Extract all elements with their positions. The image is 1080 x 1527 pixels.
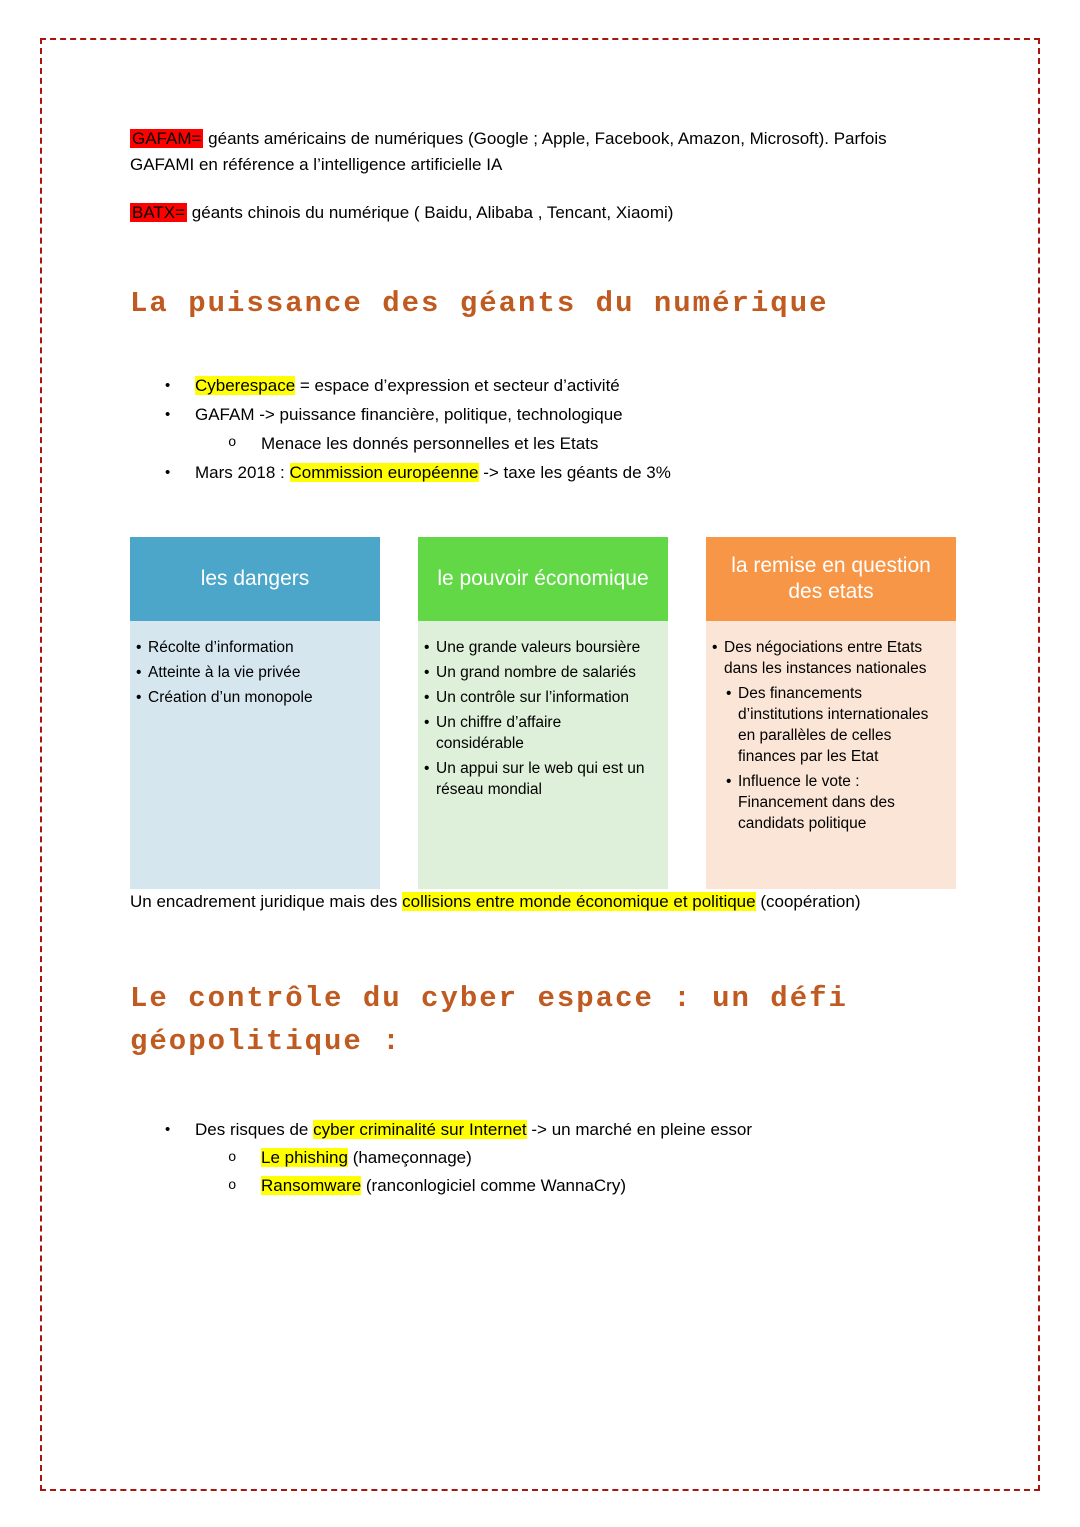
sub-bullet-marker: o — [228, 435, 237, 451]
list-item-rest: -> un marché en pleine essor — [526, 1120, 753, 1139]
column-body — [130, 621, 380, 889]
bullet-marker: • — [424, 689, 430, 706]
list-subitem-text: Menace les donnés personnelles et les Etats — [261, 434, 599, 453]
bullet-marker: • — [726, 685, 732, 702]
bullet-marker: • — [136, 639, 142, 656]
batx-red-highlight: BATX= — [132, 203, 186, 222]
column-item — [136, 687, 364, 708]
column-header: la remise en question des etats — [706, 537, 956, 621]
column-dangers — [130, 537, 380, 889]
bullet-marker: • — [136, 664, 142, 681]
paragraph-pre: Un encadrement juridique mais des — [130, 892, 403, 911]
batx-definition-text: géants chinois du numérique ( Baidu, Alibaba , Tencant, Xiaomi) — [187, 203, 674, 222]
list-subitem-text — [261, 1144, 958, 1172]
bullet-marker: • — [712, 639, 718, 656]
list-subitem-rest: (hameçonnage) — [347, 1148, 472, 1167]
intro-paragraph-gafam — [130, 126, 940, 178]
legal-framework-paragraph — [130, 889, 940, 915]
list-item-text — [195, 371, 958, 400]
column-item-text: Des négociations entre Etats dans les instances nationales — [724, 639, 927, 677]
column-item — [136, 637, 364, 658]
bullet-marker: • — [424, 714, 430, 731]
yellow-highlight-commission: Commission européenne — [289, 463, 479, 482]
list-item-text — [195, 1115, 958, 1144]
column-subitem — [726, 683, 940, 767]
column-item — [424, 637, 652, 658]
column-item-text: Un contrôle sur l’information — [436, 689, 629, 706]
column-item — [424, 662, 652, 683]
yellow-highlight-phishing: Le phishing — [261, 1148, 348, 1167]
column-remise-en-question — [706, 537, 956, 889]
list-item-text — [195, 458, 958, 487]
bullet-marker: • — [424, 664, 430, 681]
yellow-highlight-collisions: collisions entre monde économique et politique — [402, 892, 756, 911]
sub-bullet-marker: o — [228, 1150, 237, 1166]
intro-paragraph-batx — [130, 200, 940, 226]
column-item-text: Une grande valeurs boursière — [436, 639, 641, 656]
bullet-marker: • — [726, 773, 732, 790]
column-header: le pouvoir économique — [418, 537, 668, 621]
list-item-pre: Mars 2018 : — [195, 463, 290, 482]
bullet-marker: • — [424, 760, 430, 777]
column-item-text: Influence le vote : Financement dans des candidats politique — [738, 773, 895, 832]
bullet-marker: • — [424, 639, 430, 656]
list-item — [130, 1115, 958, 1144]
column-header: les dangers — [130, 537, 380, 621]
column-item — [136, 662, 364, 683]
column-item-text: Création d’un monopole — [148, 689, 313, 706]
column-item-text: Un grand nombre de salariés — [436, 664, 636, 681]
column-item — [424, 687, 652, 708]
gafam-red-highlight: GAFAM= — [132, 129, 202, 148]
list-subitem — [130, 1172, 958, 1200]
list-subitem — [130, 429, 958, 458]
section-title-controle-cyberespace: Le contrôle du cyber espace : un défi géopolitique : — [130, 982, 848, 1058]
column-item-text: Des financements d’institutions internationales en parallèles de celles finances par les Etat — [738, 685, 929, 765]
column-item — [712, 637, 940, 679]
column-item-text: Un appui sur le web qui est un réseau mondial — [436, 760, 645, 798]
list-item — [130, 458, 958, 487]
list-subitem-rest: (ranconlogiciel comme WannaCry) — [361, 1176, 627, 1195]
section1-bullet-list — [130, 371, 958, 487]
column-item — [424, 758, 652, 800]
list-subitem-text — [261, 1172, 958, 1200]
column-body — [706, 621, 956, 889]
column-item-text: Récolte d’information — [148, 639, 294, 656]
column-item-text: Un chiffre d’affaire considérable — [436, 714, 562, 752]
smartart-columns — [130, 537, 958, 889]
bullet-marker: • — [136, 689, 142, 706]
column-body — [418, 621, 668, 889]
list-item — [130, 400, 958, 429]
paragraph-post: (coopération) — [755, 892, 861, 911]
list-item-rest: -> taxe les géants de 3% — [478, 463, 671, 482]
bullet-marker: • — [165, 464, 171, 481]
list-item-pre: Des risques de — [195, 1120, 314, 1139]
bullet-marker: • — [165, 377, 171, 394]
column-item — [424, 712, 652, 754]
bullet-marker: • — [165, 406, 171, 423]
section2-bullet-list — [130, 1115, 958, 1200]
gafam-definition-text: géants américains de numériques (Google ; Apple, Facebook, Amazon, Microsoft). Parfois GAFAMI en référence a l’intelligence artificielle IA — [130, 129, 887, 174]
sub-bullet-marker: o — [228, 1178, 237, 1194]
list-item — [130, 371, 958, 400]
list-item-text: GAFAM -> puissance financière, politique, technologique — [195, 405, 623, 424]
list-item-rest: = espace d’expression et secteur d’activité — [295, 376, 620, 395]
bullet-marker: • — [165, 1121, 171, 1138]
column-pouvoir-economique — [418, 537, 668, 889]
column-item-text: Atteinte à la vie privée — [148, 664, 301, 681]
column-subitem — [726, 771, 940, 834]
yellow-highlight-cybercriminalite: cyber criminalité sur Internet — [313, 1120, 527, 1139]
list-subitem — [130, 1144, 958, 1172]
yellow-highlight-cyberespace: Cyberespace — [195, 376, 296, 395]
yellow-highlight-ransomware: Ransomware — [261, 1176, 362, 1195]
section-title-puissance: La puissance des géants du numérique — [130, 287, 829, 320]
